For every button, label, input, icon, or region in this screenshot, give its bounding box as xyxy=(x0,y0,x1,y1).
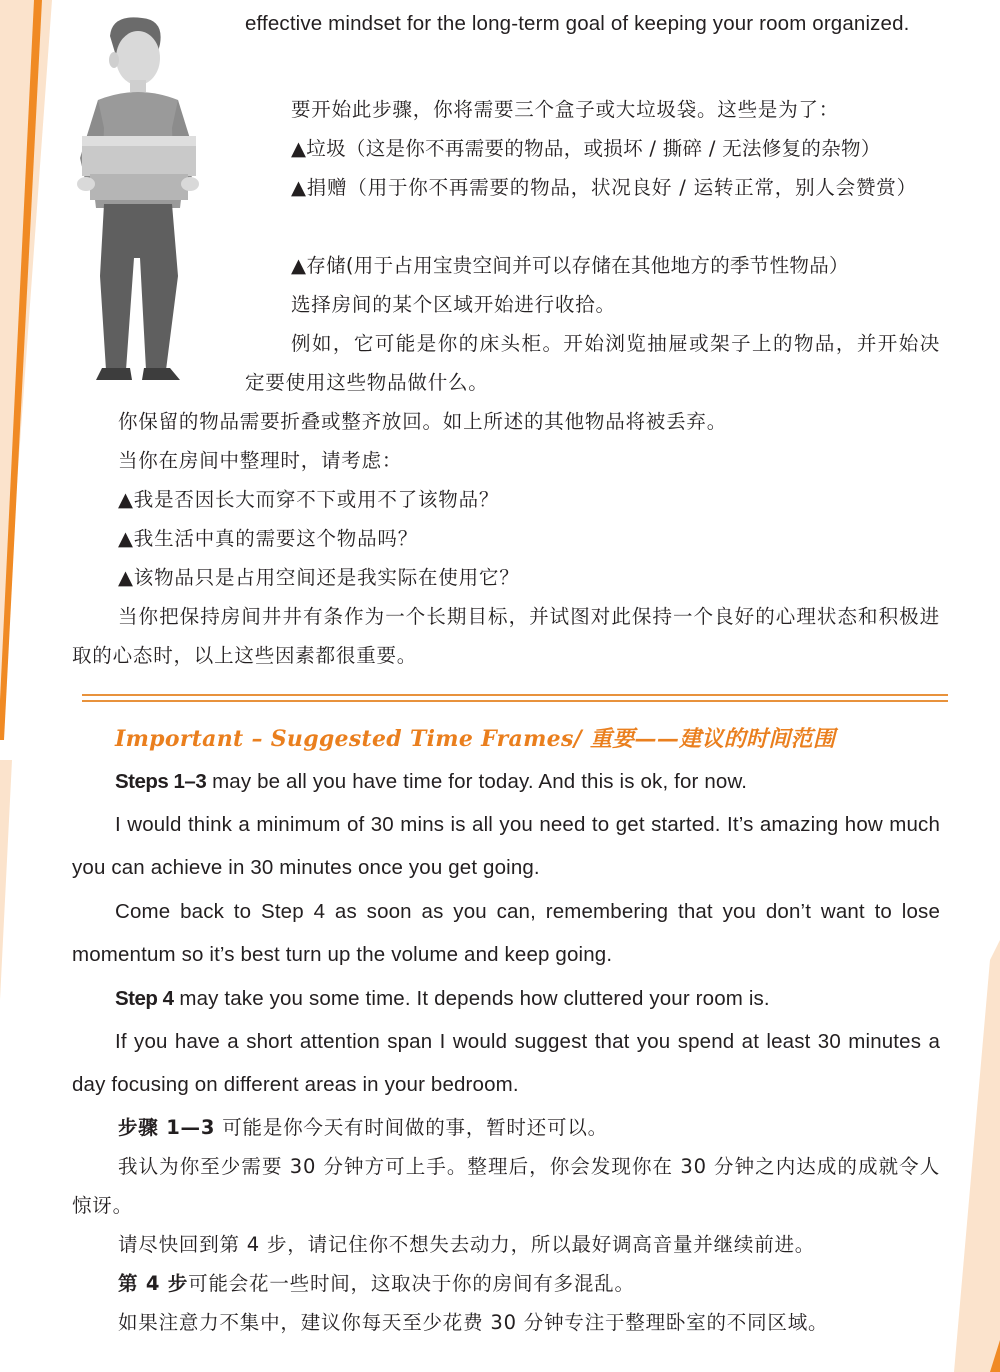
step-4-text: may take you some time. It depends how cluttered your room is. xyxy=(173,987,770,1010)
zh-step-4-text: 可能会花一些时间，这取决于你的房间有多混乱。 xyxy=(188,1272,635,1295)
keep-items-text: 你保留的物品需要折叠或整齐放回。如上所述的其他物品将被丢弃。 xyxy=(118,410,728,433)
section-heading: Important – Suggested Time Frames/ 重要——建议的时间范围 xyxy=(115,726,836,752)
question-need: ▲我生活中真的需要这个物品吗？ xyxy=(118,527,418,550)
section-divider-bottom xyxy=(82,700,948,702)
step-4-label: Step 4 xyxy=(115,987,174,1010)
zh-steps-1-3-text: 可能是你今天有时间做的事，暂时还可以。 xyxy=(215,1116,608,1139)
consider-text: 当你在房间中整理时，请考虑： xyxy=(118,449,403,472)
en-come-back-step-4-paragraph: Come back to Step 4 as soon as you can, remembering that you don’t want to lose momentum so it’s best turn up the volume and keep going. xyxy=(72,900,940,966)
mindset-paragraph: 当你把保持房间井井有条作为一个长期目标，并试图对此保持一个良好的心理状态和积极进取的心态时，以上这些因素都很重要。 xyxy=(72,605,940,667)
zh-come-back-step-4-paragraph: 请尽快回到第 4 步，请记住你不想失去动力，所以最好调高音量并继续前进。 xyxy=(118,1233,816,1256)
bullet-donate: ▲捐赠（用于你不再需要的物品，状况良好 / 运转正常，别人会赞赏） xyxy=(291,176,917,199)
en-attention-span-paragraph: If you have a short attention span I would suggest that you spend at least 30 minutes a day focusing on different areas in your bedroom. xyxy=(72,1030,940,1096)
zh-attention-span-paragraph: 如果注意力不集中，建议你每天至少花费 30 分钟专注于整理卧室的不同区域。 xyxy=(118,1311,829,1334)
intro-english-continuation: effective mindset for the long-term goal of keeping your room organized. xyxy=(245,12,910,35)
section-divider-top xyxy=(82,694,948,696)
zh-minimum-30-mins-paragraph: 我认为你至少需要 30 分钟方可上手。整理后，你会发现你在 30 分钟之内达成的成就令人惊讶。 xyxy=(72,1155,940,1217)
left-edge-decoration xyxy=(0,0,60,1372)
bullet-storage: ▲存储(用于占用宝贵空间并可以存储在其他地方的季节性物品） xyxy=(291,254,849,277)
zh-step-4-label: 第 4 步 xyxy=(118,1272,189,1295)
en-steps-1-3-paragraph xyxy=(115,760,945,803)
intro-start-step-text: 要开始此步骤，你将需要三个盒子或大垃圾袋。这些是为了： xyxy=(291,98,840,121)
steps-1-3-label: Steps 1–3 xyxy=(115,770,207,793)
en-minimum-30-mins-paragraph: I would think a minimum of 30 mins is all you need to get started. It’s amazing how much you can achieve in 30 minutes once you get going. xyxy=(72,813,940,879)
choose-area-text: 选择房间的某个区域开始进行收拾。 xyxy=(291,293,616,316)
right-edge-decoration xyxy=(940,0,1000,1372)
person-carrying-box-illustration xyxy=(60,8,220,388)
en-step-4-paragraph xyxy=(115,977,945,1020)
example-nightstand-text: 例如，它可能是你的床头柜。开始浏览抽屉或架子上的物品，并开始决定要使用这些物品做什么。 xyxy=(245,332,940,394)
zh-step-4-paragraph xyxy=(118,1264,948,1303)
bullet-trash: ▲垃圾（这是你不再需要的物品，或损坏 / 撕碎 / 无法修复的杂物） xyxy=(291,137,881,160)
steps-1-3-text: may be all you have time for today. And this is ok, for now. xyxy=(206,770,748,793)
zh-steps-1-3-paragraph xyxy=(118,1108,948,1147)
zh-steps-1-3-label: 步骤 1—3 xyxy=(118,1116,216,1139)
question-outgrown: ▲我是否因长大而穿不下或用不了该物品？ xyxy=(118,488,500,511)
question-use: ▲该物品只是占用空间还是我实际在使用它？ xyxy=(118,566,520,589)
